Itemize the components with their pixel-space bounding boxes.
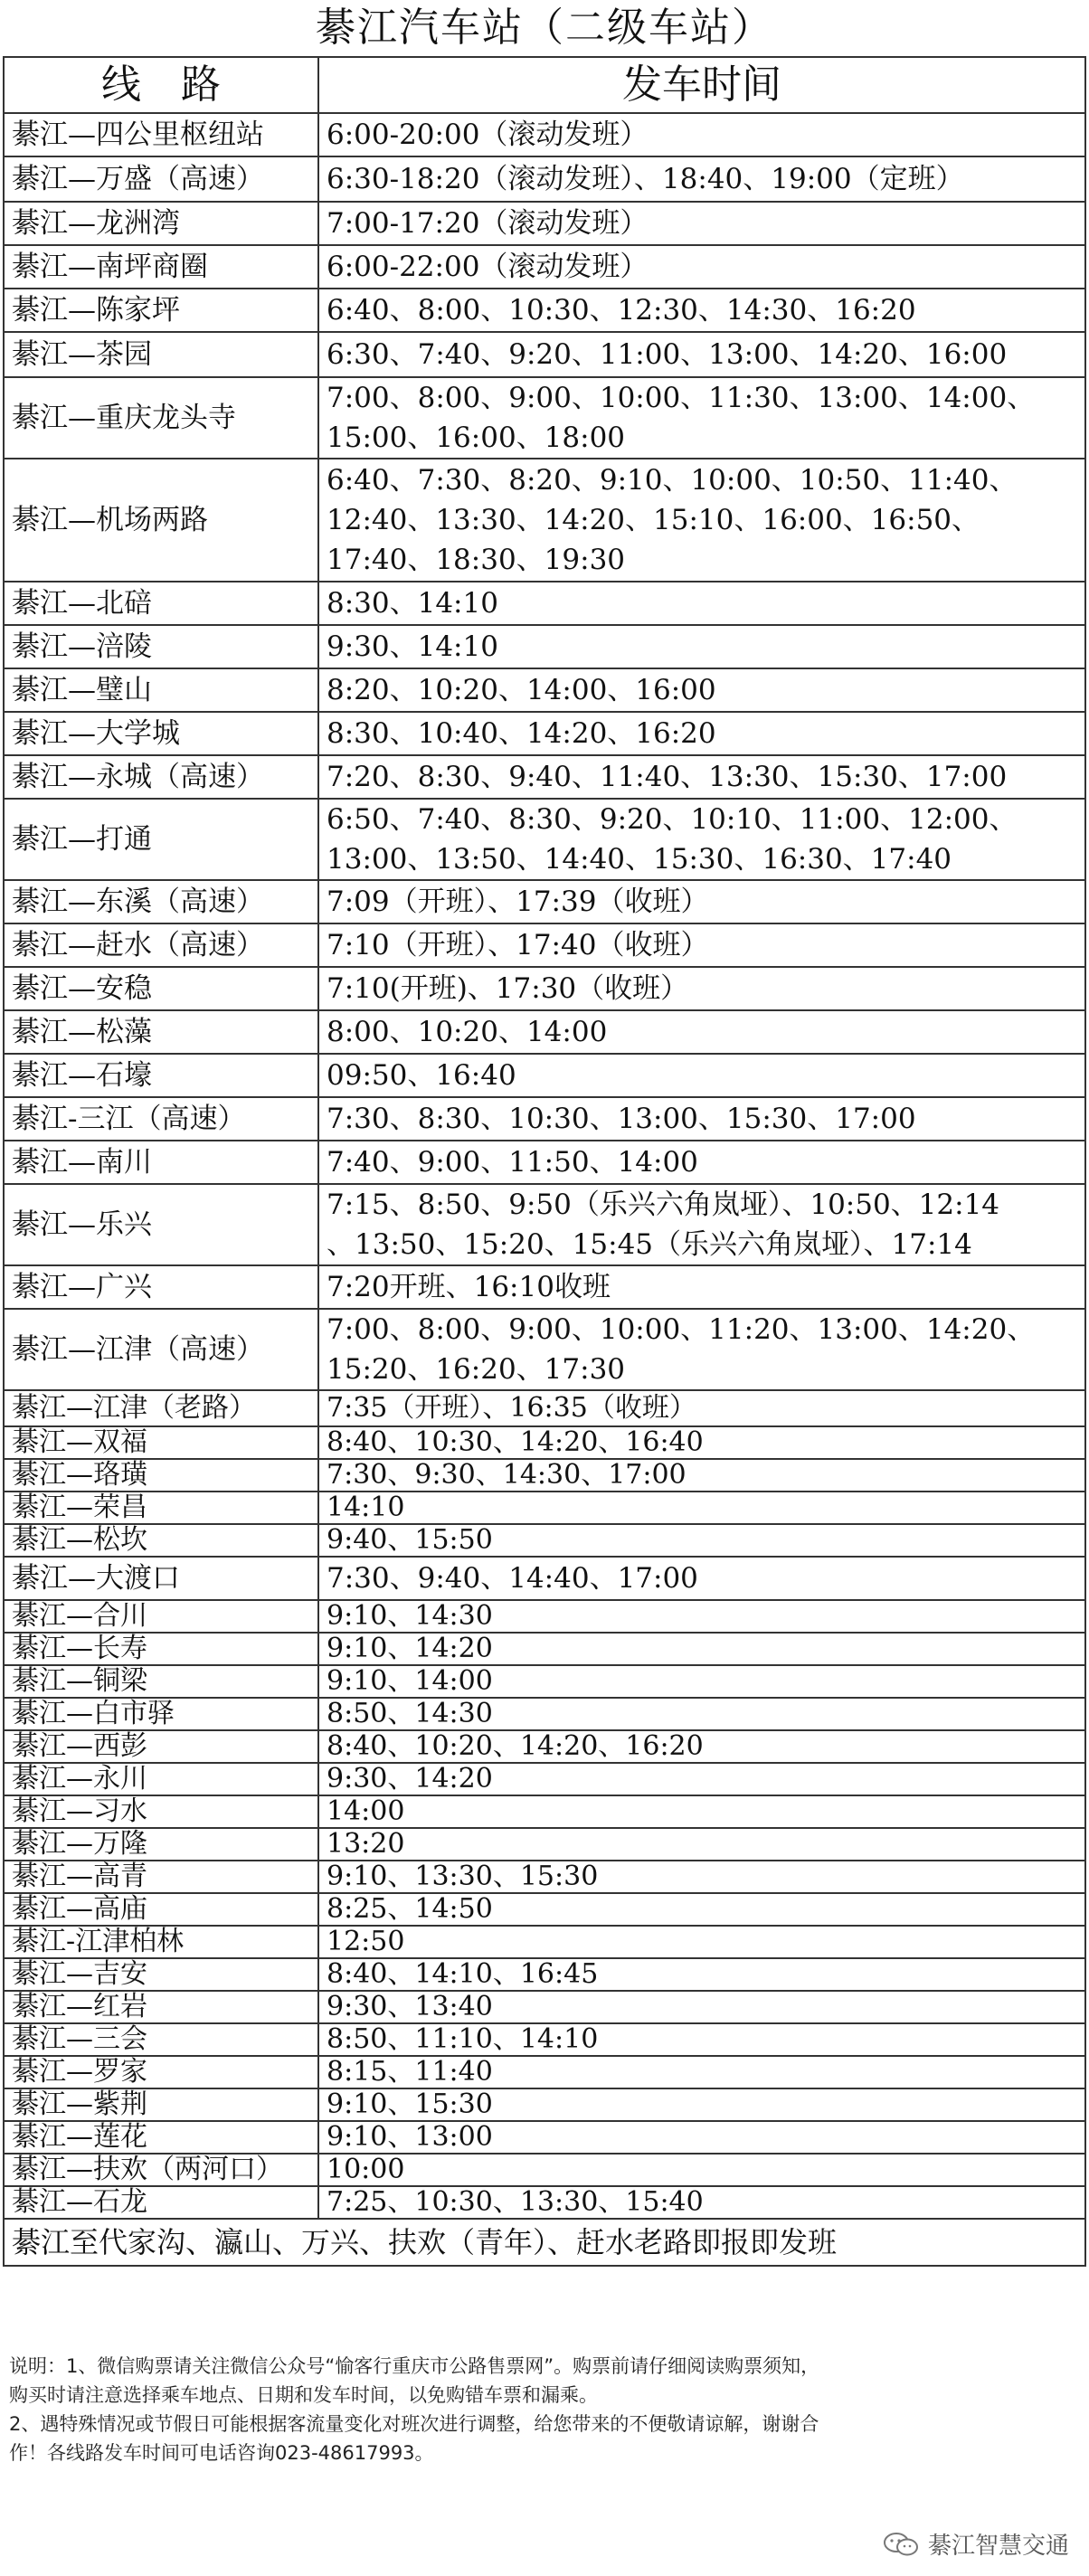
time-line: 09:50、16:40 <box>327 1059 516 1092</box>
notes <box>9 2352 1081 2467</box>
table-row <box>4 1265 1085 1309</box>
time-line: 7:00、8:00、9:00、10:00、11:30、13:00、14:00、 <box>327 382 1036 414</box>
route-cell: 綦江—万盛（高速） <box>4 156 318 202</box>
time-line: 12:50 <box>327 1926 405 1957</box>
note-line: 作！各线路发车时间可电话咨询023-48617993。 <box>9 2442 434 2464</box>
time-line: 6:30、7:40、9:20、11:00、13:00、14:20、16:00 <box>327 338 1008 371</box>
time-line: 7:30、9:40、14:40、17:00 <box>327 1562 698 1595</box>
route-cell: 綦江—永城（高速） <box>4 755 318 799</box>
time-line: 9:40、15:50 <box>327 1524 493 1556</box>
table-row <box>4 156 1085 202</box>
table-row <box>4 245 1085 289</box>
table-row <box>4 1459 1085 1492</box>
table-row <box>4 1665 1085 1698</box>
time-line: 9:30、14:10 <box>327 630 498 663</box>
time-line: 7:10（开班）、17:40（收班） <box>327 929 709 961</box>
time-cell <box>318 1265 1085 1309</box>
header-route: 线 路 <box>4 57 318 113</box>
time-line: 7:30、9:30、14:30、17:00 <box>327 1459 687 1491</box>
page-title: 綦江汽车站（二级车站） <box>316 5 773 51</box>
table-row <box>4 1309 1085 1390</box>
table-row <box>4 582 1085 625</box>
table-row <box>4 113 1085 156</box>
route-cell: 綦江—茶园 <box>4 332 318 377</box>
time-line: 8:00、10:20、14:00 <box>327 1016 608 1048</box>
table-row <box>4 1524 1085 1557</box>
table-row <box>4 1557 1085 1600</box>
time-cell <box>318 1426 1085 1459</box>
table-row <box>4 1795 1085 1828</box>
time-cell <box>318 1097 1085 1141</box>
route-cell: 綦江—东溪（高速） <box>4 880 318 923</box>
time-line: 8:30、14:10 <box>327 587 498 620</box>
table-row <box>4 625 1085 668</box>
time-line: 7:00、8:00、9:00、10:00、11:20、13:00、14:20、 <box>327 1313 1036 1346</box>
time-line: 14:10 <box>327 1492 405 1523</box>
time-line: 6:40、7:30、8:20、9:10、10:00、10:50、11:40、 <box>327 464 1018 497</box>
time-cell <box>318 156 1085 202</box>
time-line: 9:10、13:00 <box>327 2121 493 2153</box>
time-line: 9:10、14:30 <box>327 1600 493 1632</box>
note-line: 2、遇特殊情况或节假日可能根据客流量变化对班次进行调整，给您带来的不便敬请谅解，谢谢合 <box>9 2413 819 2435</box>
table-row <box>4 1958 1085 1991</box>
time-cell <box>318 1557 1085 1600</box>
route-cell: 綦江—紫荆 <box>4 2088 318 2121</box>
brand-watermark <box>883 2527 1069 2561</box>
route-cell: 綦江—莲花 <box>4 2121 318 2154</box>
route-cell: 綦江—重庆龙头寺 <box>4 377 318 459</box>
schedule-table <box>3 56 1086 2267</box>
time-line: 6:40、8:00、10:30、12:30、14:30、16:20 <box>327 294 916 327</box>
table-row <box>4 799 1085 880</box>
route-cell: 綦江—长寿 <box>4 1633 318 1665</box>
table-row <box>4 289 1085 332</box>
time-cell <box>318 1828 1085 1861</box>
route-cell: 綦江—璧山 <box>4 668 318 712</box>
table-row <box>4 2023 1085 2056</box>
time-cell <box>318 2154 1085 2186</box>
time-cell <box>318 1763 1085 1795</box>
table-row <box>4 1698 1085 1730</box>
table-row <box>4 1600 1085 1633</box>
route-cell: 綦江—石龙 <box>4 2186 318 2219</box>
table-row <box>4 2088 1085 2121</box>
table-row <box>4 1426 1085 1459</box>
table-row <box>4 1861 1085 1893</box>
route-cell: 綦江—江津（高速） <box>4 1309 318 1390</box>
time-cell <box>318 1390 1085 1426</box>
time-cell <box>318 1141 1085 1184</box>
route-cell: 綦江—高庙 <box>4 1893 318 1926</box>
time-cell <box>318 377 1085 459</box>
route-cell: 綦江—龙洲湾 <box>4 202 318 245</box>
time-cell <box>318 1730 1085 1763</box>
wechat-icon <box>883 2533 919 2556</box>
time-cell <box>318 1958 1085 1991</box>
time-cell <box>318 1524 1085 1557</box>
route-cell: 綦江—四公里枢纽站 <box>4 113 318 156</box>
time-cell <box>318 668 1085 712</box>
header-time: 发车时间 <box>318 57 1085 113</box>
route-cell: 綦江—广兴 <box>4 1265 318 1309</box>
time-line: 9:30、13:40 <box>327 1991 493 2022</box>
time-line: 13:00、13:50、14:40、15:30、16:30、17:40 <box>327 843 952 876</box>
route-cell: 綦江—南川 <box>4 1141 318 1184</box>
time-line: 15:00、16:00、18:00 <box>327 421 626 454</box>
time-cell <box>318 113 1085 156</box>
table-row <box>4 202 1085 245</box>
time-cell <box>318 755 1085 799</box>
route-cell: 綦江—铜梁 <box>4 1665 318 1698</box>
time-line: 9:10、14:20 <box>327 1633 493 1664</box>
route-cell: 綦江—吉安 <box>4 1958 318 1991</box>
time-line: 8:40、10:30、14:20、16:40 <box>327 1426 704 1458</box>
time-cell <box>318 582 1085 625</box>
table-header-row <box>4 57 1085 113</box>
time-line: 7:30、8:30、10:30、13:00、15:30、17:00 <box>327 1103 916 1135</box>
table-row <box>4 712 1085 755</box>
time-cell <box>318 2121 1085 2154</box>
table-row <box>4 2056 1085 2088</box>
time-cell <box>318 712 1085 755</box>
route-cell: 綦江—江津（老路） <box>4 1390 318 1426</box>
table-row <box>4 668 1085 712</box>
table-row <box>4 1492 1085 1524</box>
time-cell <box>318 2056 1085 2088</box>
route-cell: 綦江—合川 <box>4 1600 318 1633</box>
time-line: 9:10、14:00 <box>327 1665 493 1697</box>
table-row <box>4 377 1085 459</box>
time-line: 8:50、14:30 <box>327 1698 493 1729</box>
route-cell: 綦江—石壕 <box>4 1054 318 1097</box>
time-line: 15:20、16:20、17:30 <box>327 1353 626 1386</box>
time-cell <box>318 1861 1085 1893</box>
table-row <box>4 880 1085 923</box>
route-cell: 綦江—白市驿 <box>4 1698 318 1730</box>
route-cell: 綦江—打通 <box>4 799 318 880</box>
route-cell: 綦江—高青 <box>4 1861 318 1893</box>
table-row <box>4 1991 1085 2023</box>
time-cell <box>318 967 1085 1010</box>
time-line: 7:10(开班)、17:30（收班） <box>327 972 689 1005</box>
time-cell <box>318 799 1085 880</box>
route-cell: 綦江—珞璜 <box>4 1459 318 1492</box>
route-cell: 綦江-三江（高速） <box>4 1097 318 1141</box>
route-cell: 綦江—红岩 <box>4 1991 318 2023</box>
time-line: 9:30、14:20 <box>327 1763 493 1795</box>
time-line: 7:25、10:30、13:30、15:40 <box>327 2186 704 2218</box>
route-cell: 綦江—双福 <box>4 1426 318 1459</box>
route-cell: 綦江—罗家 <box>4 2056 318 2088</box>
direct-departure-note: 綦江至代家沟、瀛山、万兴、扶欢（青年）、赶水老路即报即发班 <box>4 2219 1085 2266</box>
route-cell: 綦江—扶欢（两河口） <box>4 2154 318 2186</box>
time-cell <box>318 1054 1085 1097</box>
time-cell <box>318 1893 1085 1926</box>
time-line: 7:00-17:20（滚动发班） <box>327 207 649 240</box>
table-row <box>4 1633 1085 1665</box>
time-line: 10:00 <box>327 2154 405 2185</box>
time-cell <box>318 332 1085 377</box>
time-cell <box>318 1926 1085 1958</box>
time-line: 9:10、13:30、15:30 <box>327 1861 599 1892</box>
table-row <box>4 967 1085 1010</box>
time-line: 7:20开班、16:10收班 <box>327 1271 611 1303</box>
time-cell <box>318 202 1085 245</box>
note-line: 说明：1、微信购票请关注微信公众号“愉客行重庆市公路售票网”。购票前请仔细阅读购票须知， <box>9 2355 820 2377</box>
route-cell: 綦江—赶水（高速） <box>4 923 318 967</box>
route-cell: 綦江—机场两路 <box>4 459 318 582</box>
time-line: 8:50、11:10、14:10 <box>327 2023 599 2055</box>
table-row <box>4 1054 1085 1097</box>
time-line: 8:40、10:20、14:20、16:20 <box>327 1730 704 1762</box>
time-line: 8:20、10:20、14:00、16:00 <box>327 674 716 706</box>
time-cell <box>318 1184 1085 1265</box>
time-line: 7:40、9:00、11:50、14:00 <box>327 1146 698 1179</box>
time-cell <box>318 289 1085 332</box>
route-cell: 綦江—荣昌 <box>4 1492 318 1524</box>
route-cell: 綦江—松坎 <box>4 1524 318 1557</box>
time-cell <box>318 2088 1085 2121</box>
route-cell: 綦江-江津柏林 <box>4 1926 318 1958</box>
table-row-note <box>4 2219 1085 2266</box>
time-line: 6:00-22:00（滚动发班） <box>327 251 649 283</box>
time-line: 8:25、14:50 <box>327 1893 493 1925</box>
note-line: 购买时请注意选择乘车地点、日期和发车时间，以免购错车票和漏乘。 <box>9 2384 598 2406</box>
time-line: 7:15、8:50、9:50（乐兴六角岚垭）、10:50、12:14 <box>327 1189 1000 1221</box>
route-cell: 綦江—涪陵 <box>4 625 318 668</box>
table-row <box>4 1097 1085 1141</box>
route-cell: 綦江—西彭 <box>4 1730 318 1763</box>
time-line: 7:35（开班）、16:35（收班） <box>327 1392 696 1424</box>
route-cell: 綦江—三会 <box>4 2023 318 2056</box>
table-row <box>4 1010 1085 1054</box>
route-cell: 綦江—安稳 <box>4 967 318 1010</box>
time-cell <box>318 1600 1085 1633</box>
schedule-body <box>4 57 1085 2266</box>
table-row <box>4 1141 1085 1184</box>
time-line: 17:40、18:30、19:30 <box>327 544 626 576</box>
table-row <box>4 332 1085 377</box>
time-line: 9:10、15:30 <box>327 2088 493 2120</box>
time-cell <box>318 1459 1085 1492</box>
route-cell: 綦江—松藻 <box>4 1010 318 1054</box>
time-cell <box>318 459 1085 582</box>
route-cell: 綦江—大渡口 <box>4 1557 318 1600</box>
time-cell <box>318 1492 1085 1524</box>
table-row <box>4 1390 1085 1426</box>
time-line: 6:30-18:20（滚动发班）、18:40、19:00（定班） <box>327 163 964 195</box>
route-cell: 綦江—北碚 <box>4 582 318 625</box>
time-line: 8:30、10:40、14:20、16:20 <box>327 717 716 750</box>
route-cell: 綦江—大学城 <box>4 712 318 755</box>
time-line: 12:40、13:30、14:20、15:10、16:00、16:50、 <box>327 504 980 536</box>
table-row <box>4 2186 1085 2219</box>
time-cell <box>318 1665 1085 1698</box>
table-row <box>4 1763 1085 1795</box>
table-row <box>4 1184 1085 1265</box>
table-row <box>4 923 1085 967</box>
time-cell <box>318 880 1085 923</box>
time-cell <box>318 1010 1085 1054</box>
time-cell <box>318 245 1085 289</box>
time-cell <box>318 2023 1085 2056</box>
time-cell <box>318 1991 1085 2023</box>
route-cell: 綦江—南坪商圈 <box>4 245 318 289</box>
time-cell <box>318 1309 1085 1390</box>
brand-name: 綦江智慧交通 <box>927 2533 1069 2560</box>
time-cell <box>318 1698 1085 1730</box>
time-line: 7:20、8:30、9:40、11:40、13:30、15:30、17:00 <box>327 761 1008 793</box>
time-line: 13:20 <box>327 1828 405 1860</box>
time-line: 6:00-20:00（滚动发班） <box>327 118 649 151</box>
table-row <box>4 459 1085 582</box>
time-cell <box>318 625 1085 668</box>
route-cell: 綦江—习水 <box>4 1795 318 1828</box>
table-row <box>4 2154 1085 2186</box>
time-line: 7:09（开班）、17:39（收班） <box>327 886 709 918</box>
table-row <box>4 1926 1085 1958</box>
time-cell <box>318 2186 1085 2219</box>
time-line: 、13:50、15:20、15:45（乐兴六角岚垭）、17:14 <box>327 1228 972 1261</box>
time-cell <box>318 1633 1085 1665</box>
time-cell <box>318 1795 1085 1828</box>
route-cell: 綦江—永川 <box>4 1763 318 1795</box>
route-cell: 綦江—乐兴 <box>4 1184 318 1265</box>
route-cell: 綦江—万隆 <box>4 1828 318 1861</box>
time-line: 8:40、14:10、16:45 <box>327 1958 599 1990</box>
time-line: 6:50、7:40、8:30、9:20、10:10、11:00、12:00、 <box>327 803 1018 836</box>
time-line: 14:00 <box>327 1795 405 1827</box>
table-row <box>4 1828 1085 1861</box>
table-row <box>4 755 1085 799</box>
table-row <box>4 2121 1085 2154</box>
time-cell <box>318 923 1085 967</box>
time-line: 8:15、11:40 <box>327 2056 493 2088</box>
route-cell: 綦江—陈家坪 <box>4 289 318 332</box>
table-row <box>4 1893 1085 1926</box>
table-row <box>4 1730 1085 1763</box>
